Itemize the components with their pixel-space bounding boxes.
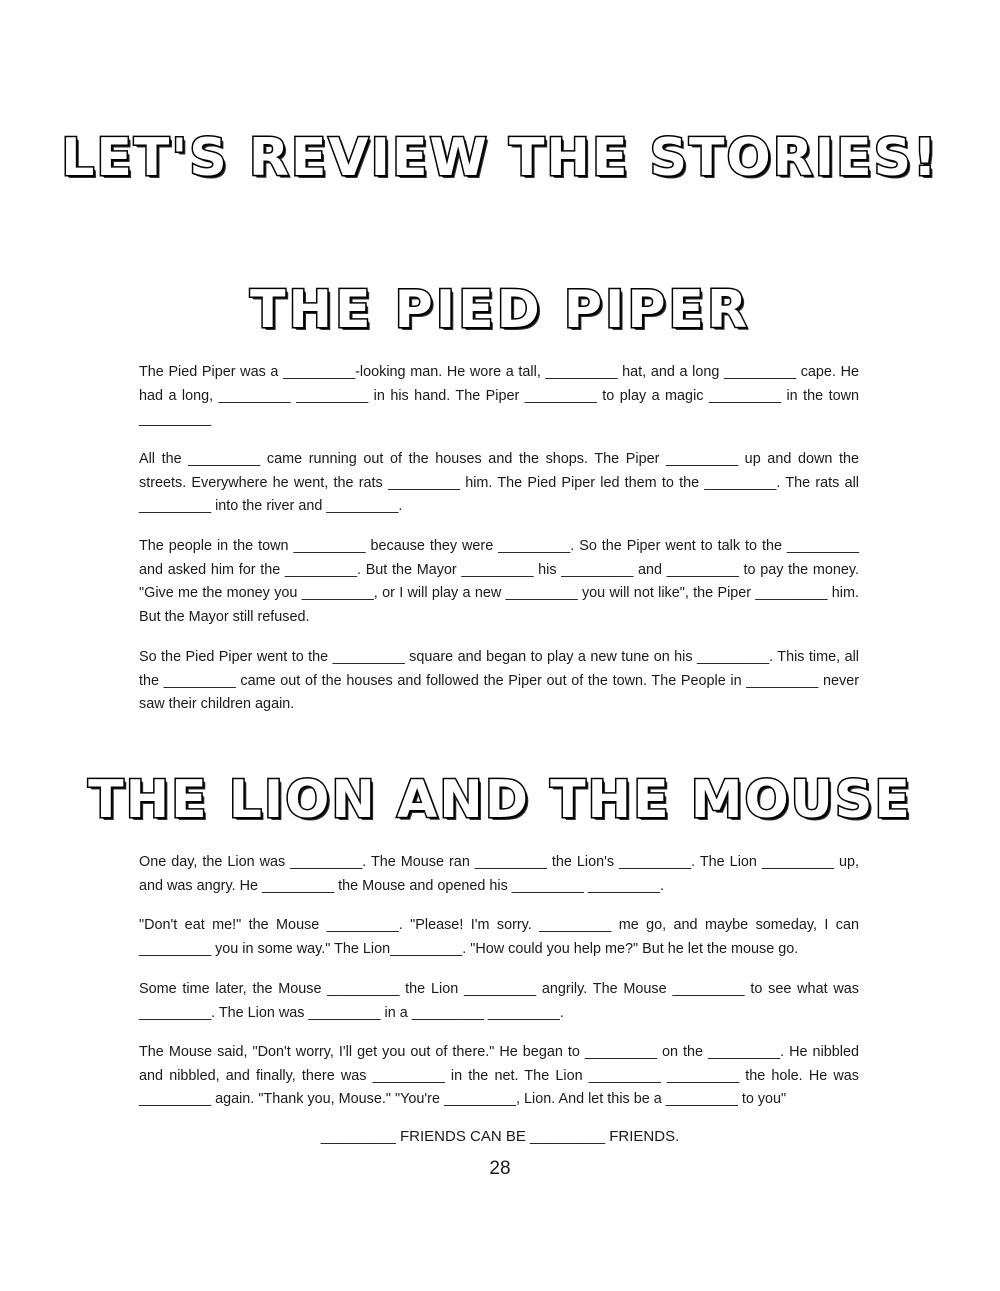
moral-line: _________ FRIENDS CAN BE _________ FRIENDS. [320,1128,680,1145]
lion-mouse-paragraph-4: The Mouse said, "Don't worry, I'll get you out of there." He began to _________ on the _________. He nibbled and nibbled, and finally, there was _________ in the net. The Lion _________ _________ the hole. He was _________ again. "Thank you, Mouse." "You're _________, Lion. And let this be a _________ to you" [139,1043,859,1107]
pied-piper-paragraph-4: So the Pied Piper went to the _________ square and began to play a new tune on his _________. This time, all the _________ came out of the houses and followed the Piper out of the town. The People in _________ never saw their children again. [139,648,859,712]
page-number: 28 [489,1158,511,1179]
lion-mouse-paragraph-3: Some time later, the Mouse _________ the Lion _________ angrily. The Mouse _________ to see what was _________. The Lion was _________ in a _________ _________. [139,980,859,1021]
lion-mouse-paragraph-2: "Don't eat me!" the Mouse _________. "Please! I'm sorry. _________ me go, and maybe someday, I can _________ you in some way." The Lion_________. "How could you help me?" But he let the mouse go. [139,916,859,957]
pied-piper-paragraph-1: The Pied Piper was a _________-looking man. He wore a tall, _________ hat, and a long _________ cape. He had a long, _________ _________ in his hand. The Piper _________ to play a magic _________ in the town _________ [139,363,859,427]
section-title-lion-mouse: THE LION AND THE MOUSE [88,770,912,830]
pied-piper-paragraph-3: The people in the town _________ because they were _________. So the Piper went to talk to the _________ and asked him for the _________. But the Mayor _________ his _________ and _________ to pay the money. "Give me the money you _________, or I will play a new _________ you will not like", the Piper _________ him. But the Mayor still refused. [139,537,859,625]
section-title-pied-piper: THE PIED PIPER [250,280,750,340]
lion-mouse-paragraph-1: One day, the Lion was _________. The Mouse ran _________ the Lion's _________. The Lion _________ up, and was angry. He _________ the Mouse and opened his _________ _________. [139,853,859,894]
page-title: LET'S REVIEW THE STORIES! [61,128,939,188]
pied-piper-paragraph-2: All the _________ came running out of the houses and the shops. The Piper _________ up and down the streets. Everywhere he went, the rats _________ him. The Pied Piper led them to the _________. The rats all _________ into the river and _________. [139,450,859,514]
